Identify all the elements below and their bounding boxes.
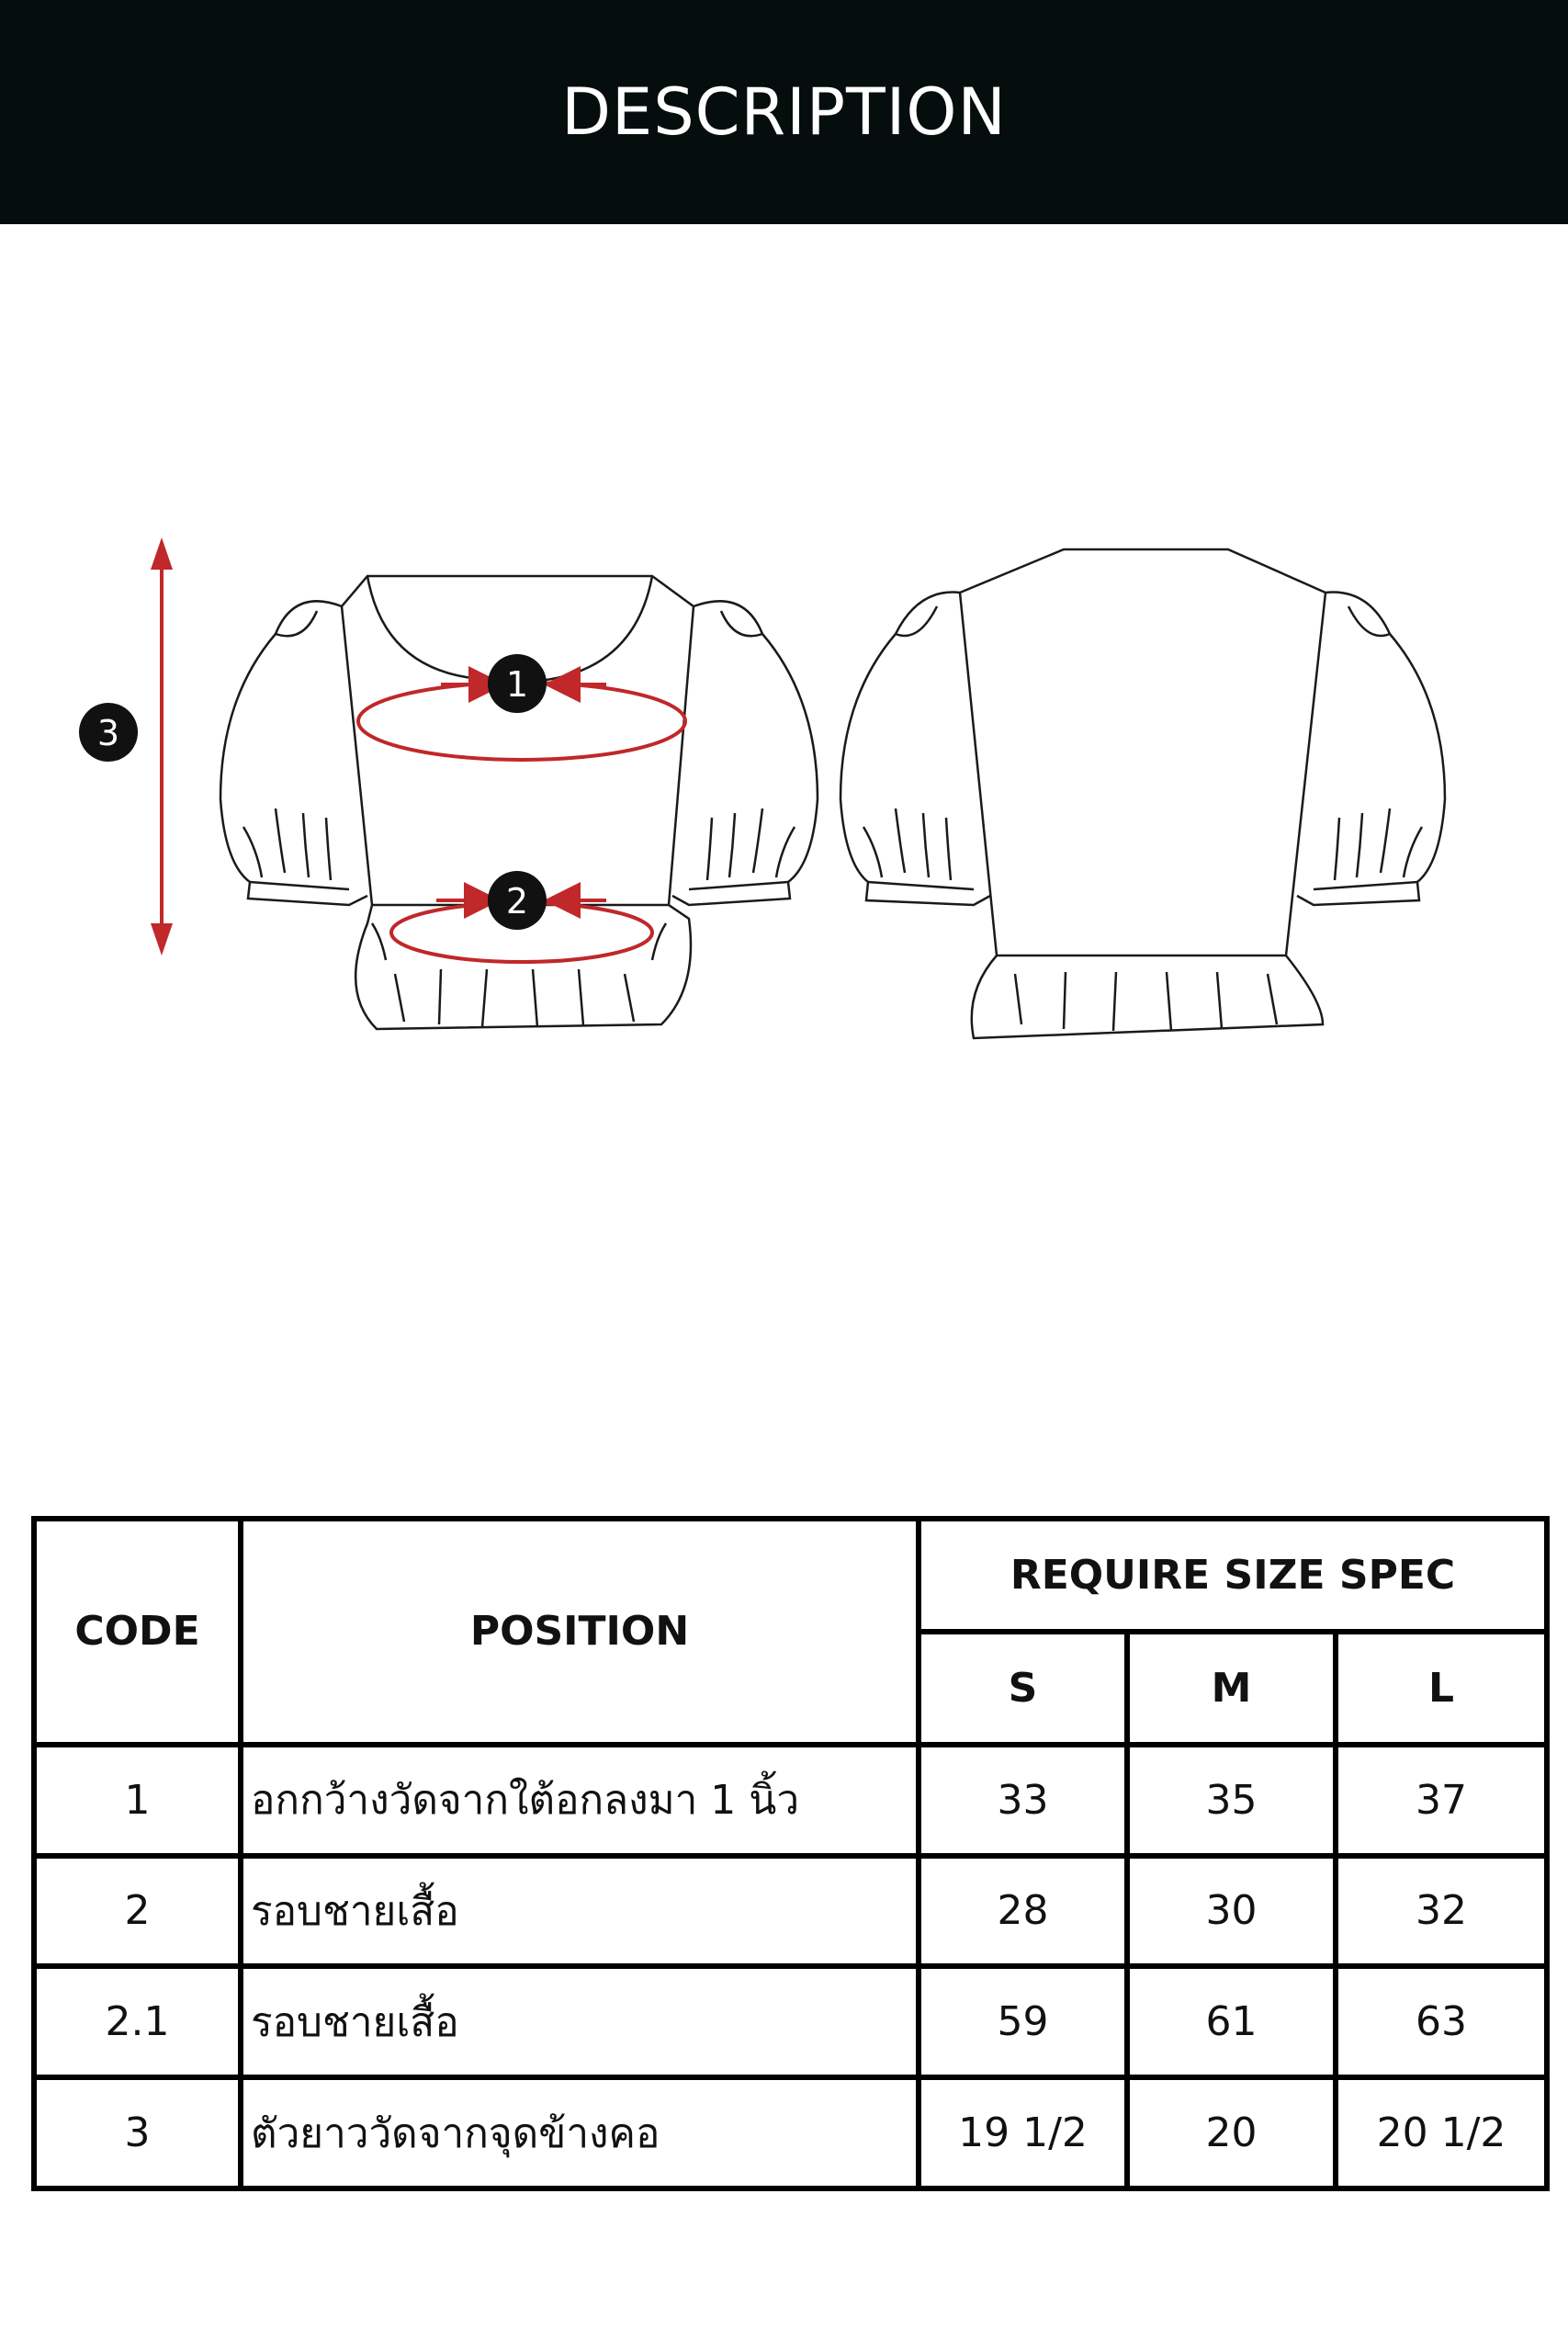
row-code: 2.1: [34, 1966, 241, 2077]
row-size-m: 30: [1127, 1856, 1336, 1967]
marker-2: [488, 871, 547, 930]
row-size-l: 63: [1336, 1966, 1547, 2077]
row-size-l: 32: [1336, 1856, 1547, 1967]
row-size-s: 19 1/2: [919, 2077, 1127, 2188]
marker-2-label: 2: [505, 881, 529, 922]
row-code: 1: [34, 1745, 241, 1856]
marker-1-label: 1: [505, 664, 529, 705]
page-title: DESCRIPTION: [561, 74, 1007, 150]
marker-3-label: 3: [96, 713, 120, 753]
row-size-m: 35: [1127, 1745, 1336, 1856]
row-size-s: 28: [919, 1856, 1127, 1967]
header-position: POSITION: [241, 1519, 919, 1745]
back-view: [840, 549, 1445, 1038]
garment-diagram: [0, 514, 1568, 1066]
measurement-overlays: [151, 537, 685, 962]
header-size-m: M: [1127, 1632, 1336, 1745]
size-spec-table: [31, 1516, 1550, 2191]
table-row: [34, 1745, 1547, 1856]
row-code: 3: [34, 2077, 241, 2188]
table-row: [34, 1856, 1547, 1967]
header-code: CODE: [34, 1519, 241, 1745]
row-position: รอบชายเสื้อ: [241, 1856, 919, 1967]
row-position: ตัวยาววัดจากจุดข้างคอ: [241, 2077, 919, 2188]
marker-1: [488, 654, 547, 713]
row-size-l: 37: [1336, 1745, 1547, 1856]
table-row: [34, 2077, 1547, 2188]
header-size-l: L: [1336, 1632, 1547, 1745]
row-size-l: 20 1/2: [1336, 2077, 1547, 2188]
row-code: 2: [34, 1856, 241, 1967]
row-size-s: 59: [919, 1966, 1127, 2077]
row-position: รอบชายเสื้อ: [241, 1966, 919, 2077]
row-size-m: 61: [1127, 1966, 1336, 2077]
header-bar: [0, 0, 1568, 224]
header-size-spec: REQUIRE SIZE SPEC: [919, 1519, 1547, 1632]
row-size-s: 33: [919, 1745, 1127, 1856]
row-position: อกกว้างวัดจากใต้อกลงมา 1 นิ้ว: [241, 1745, 919, 1856]
marker-3: [79, 703, 138, 762]
row-size-m: 20: [1127, 2077, 1336, 2188]
header-size-s: S: [919, 1632, 1127, 1745]
table-row: [34, 1966, 1547, 2077]
